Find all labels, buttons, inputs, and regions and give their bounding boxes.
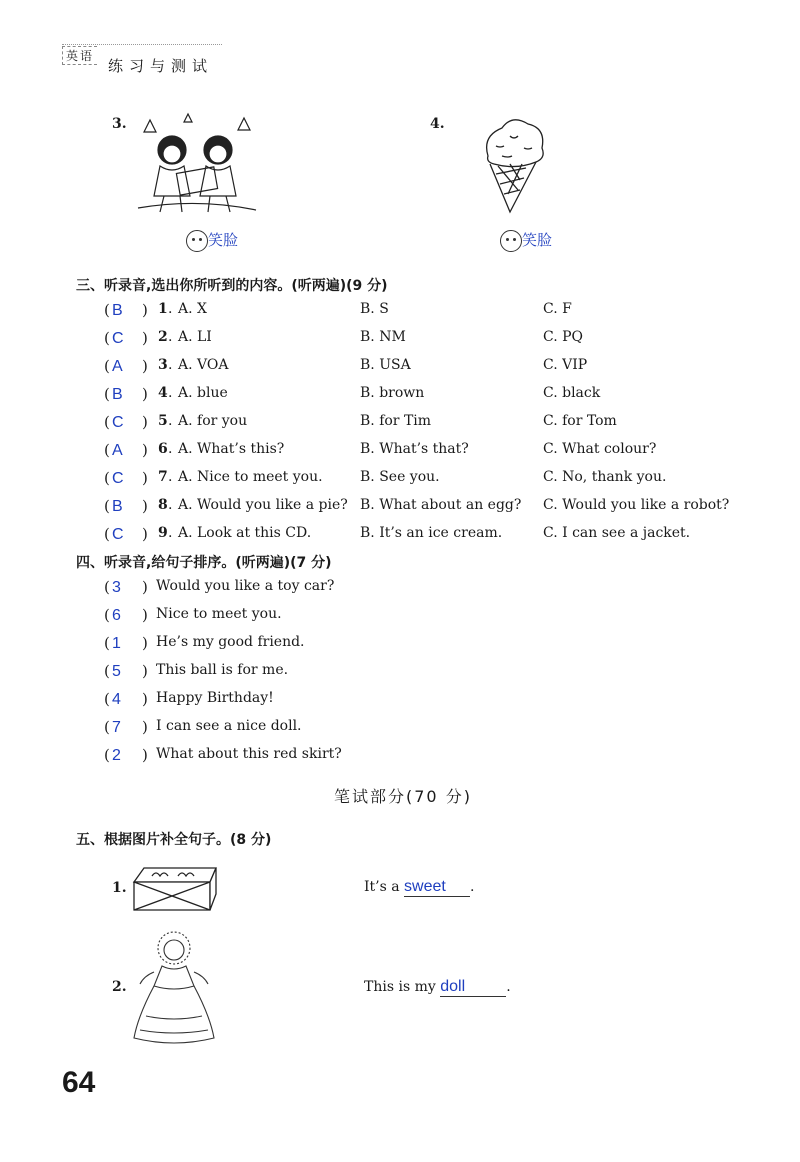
list-item: ( 5 ) This ball is for me. (104, 662, 289, 680)
option-c: C. PQ (543, 329, 584, 345)
option-b: B. USA (360, 357, 411, 373)
picture-4-answer: 笑脸 (500, 229, 552, 252)
sentence: What about this red skirt? (156, 746, 342, 762)
list-item: ( 1 ) He’s my good friend. (104, 634, 305, 652)
option-a: A. VOA (178, 357, 229, 373)
option-a: A. Nice to meet you. (178, 469, 323, 485)
option-c: C. black (543, 385, 601, 401)
subject-label: 英语 (62, 46, 97, 65)
option-c: C. No, thank you. (543, 469, 667, 485)
item-number: 8 (158, 497, 168, 513)
section-4-title: 四、听录音,给句子排序。(听两遍)(7 分) (76, 555, 332, 571)
sentence: Would you like a toy car? (156, 578, 335, 594)
order-answer: 4 (112, 691, 121, 708)
option-a: A. Would you like a pie? (178, 497, 348, 513)
sentence: I can see a nice doll. (156, 718, 302, 734)
option-b: B. What’s that? (360, 441, 469, 457)
picture-3-answer: 笑脸 (186, 229, 238, 252)
order-answer: 2 (112, 747, 121, 764)
list-item: ( C ) 5 . A. for you B. for Tim C. for Tom (104, 413, 617, 431)
answer-choice: B (112, 386, 123, 403)
children-christmas-illustration (134, 112, 260, 220)
header-rule (62, 44, 222, 45)
option-a: A. for you (178, 413, 248, 429)
list-item: ( 6 ) Nice to meet you. (104, 606, 282, 624)
sentence: Happy Birthday! (156, 690, 274, 706)
item-number: 1. (112, 880, 127, 896)
answer-choice: C (112, 414, 124, 431)
answer-choice: A (112, 358, 123, 375)
item-number: 5 (158, 413, 168, 429)
section-5-title: 五、根据图片补全句子。(8 分) (76, 832, 272, 848)
order-answer: 1 (112, 635, 121, 652)
item-number: 6 (158, 441, 168, 457)
order-answer: 6 (112, 607, 121, 624)
answer-choice: C (112, 526, 124, 543)
sentence: Nice to meet you. (156, 606, 282, 622)
option-b: B. S (360, 301, 389, 317)
list-item: ( B ) 1 . A. X B. S C. F (104, 301, 572, 319)
option-c: C. for Tom (543, 413, 617, 429)
option-b: B. What about an egg? (360, 497, 522, 513)
list-item: ( A ) 6 . A. What’s this? B. What’s that? C. What colour? (104, 441, 657, 459)
smiley-face-icon (186, 230, 208, 252)
order-answer: 5 (112, 663, 121, 680)
option-b: B. NM (360, 329, 406, 345)
option-c: C. F (543, 301, 572, 317)
book-title: 练习与测试 (108, 57, 214, 75)
sentence-1: It’s a sweet . (364, 878, 475, 895)
option-a: A. What’s this? (178, 441, 285, 457)
fill-blank: doll (440, 978, 506, 997)
answer-choice: C (112, 470, 124, 487)
answer-choice: B (112, 302, 123, 319)
answer-choice: C (112, 330, 124, 347)
list-item: ( 3 ) Would you like a toy car? (104, 578, 335, 596)
list-item: ( C ) 7 . A. Nice to meet you. B. See you. C. No, thank you. (104, 469, 667, 487)
option-a: A. X (178, 301, 207, 317)
list-item: ( 7 ) I can see a nice doll. (104, 718, 302, 736)
option-c: C. Would you like a robot? (543, 497, 730, 513)
section-3-title: 三、听录音,选出你所听到的内容。(听两遍)(9 分) (76, 278, 388, 294)
list-item: ( C ) 9 . A. Look at this CD. B. It’s an ice cream. C. I can see a jacket. (104, 525, 691, 543)
option-b: B. See you. (360, 469, 440, 485)
candy-box-illustration (130, 864, 220, 914)
list-item: ( B ) 4 . A. blue B. brown C. black (104, 385, 601, 403)
sentence: He’s my good friend. (156, 634, 305, 650)
doll-illustration (126, 926, 222, 1046)
sentence: This ball is for me. (156, 662, 289, 678)
page-number: 64 (62, 1066, 96, 1099)
order-answer: 7 (112, 719, 121, 736)
answer-choice: A (112, 442, 123, 459)
list-item: ( 2 ) What about this red skirt? (104, 746, 342, 764)
option-b: B. brown (360, 385, 425, 401)
picture-4-number: 4. (430, 116, 445, 132)
option-a: A. blue (178, 385, 228, 401)
list-item: ( B ) 8 . A. Would you like a pie? B. What about an egg? C. Would you like a robot? (104, 497, 730, 515)
fill-blank: sweet (404, 878, 470, 897)
written-part-heading: 笔试部分(70 分) (334, 787, 472, 806)
option-a: A. LI (178, 329, 212, 345)
list-item: ( A ) 3 . A. VOA B. USA C. VIP (104, 357, 588, 375)
option-b: B. for Tim (360, 413, 432, 429)
item-number: 2. (112, 979, 127, 995)
item-number: 4 (158, 385, 168, 401)
option-b: B. It’s an ice cream. (360, 525, 503, 541)
order-answer: 3 (112, 579, 121, 596)
item-number: 7 (158, 469, 168, 485)
item-number: 1 (158, 301, 168, 317)
item-number: 3 (158, 357, 168, 373)
smiley-face-icon (500, 230, 522, 252)
picture-3-number: 3. (112, 116, 127, 132)
sentence-2: This is my doll . (364, 978, 511, 995)
option-a: A. Look at this CD. (178, 525, 312, 541)
item-number: 9 (158, 525, 168, 541)
list-item: ( 4 ) Happy Birthday! (104, 690, 274, 708)
answer-choice: B (112, 498, 123, 515)
list-item: ( C ) 2 . A. LI B. NM C. PQ (104, 329, 584, 347)
option-c: C. I can see a jacket. (543, 525, 691, 541)
ice-cream-cone-illustration (480, 116, 550, 216)
item-number: 2 (158, 329, 168, 345)
option-c: C. VIP (543, 357, 588, 373)
option-c: C. What colour? (543, 441, 657, 457)
